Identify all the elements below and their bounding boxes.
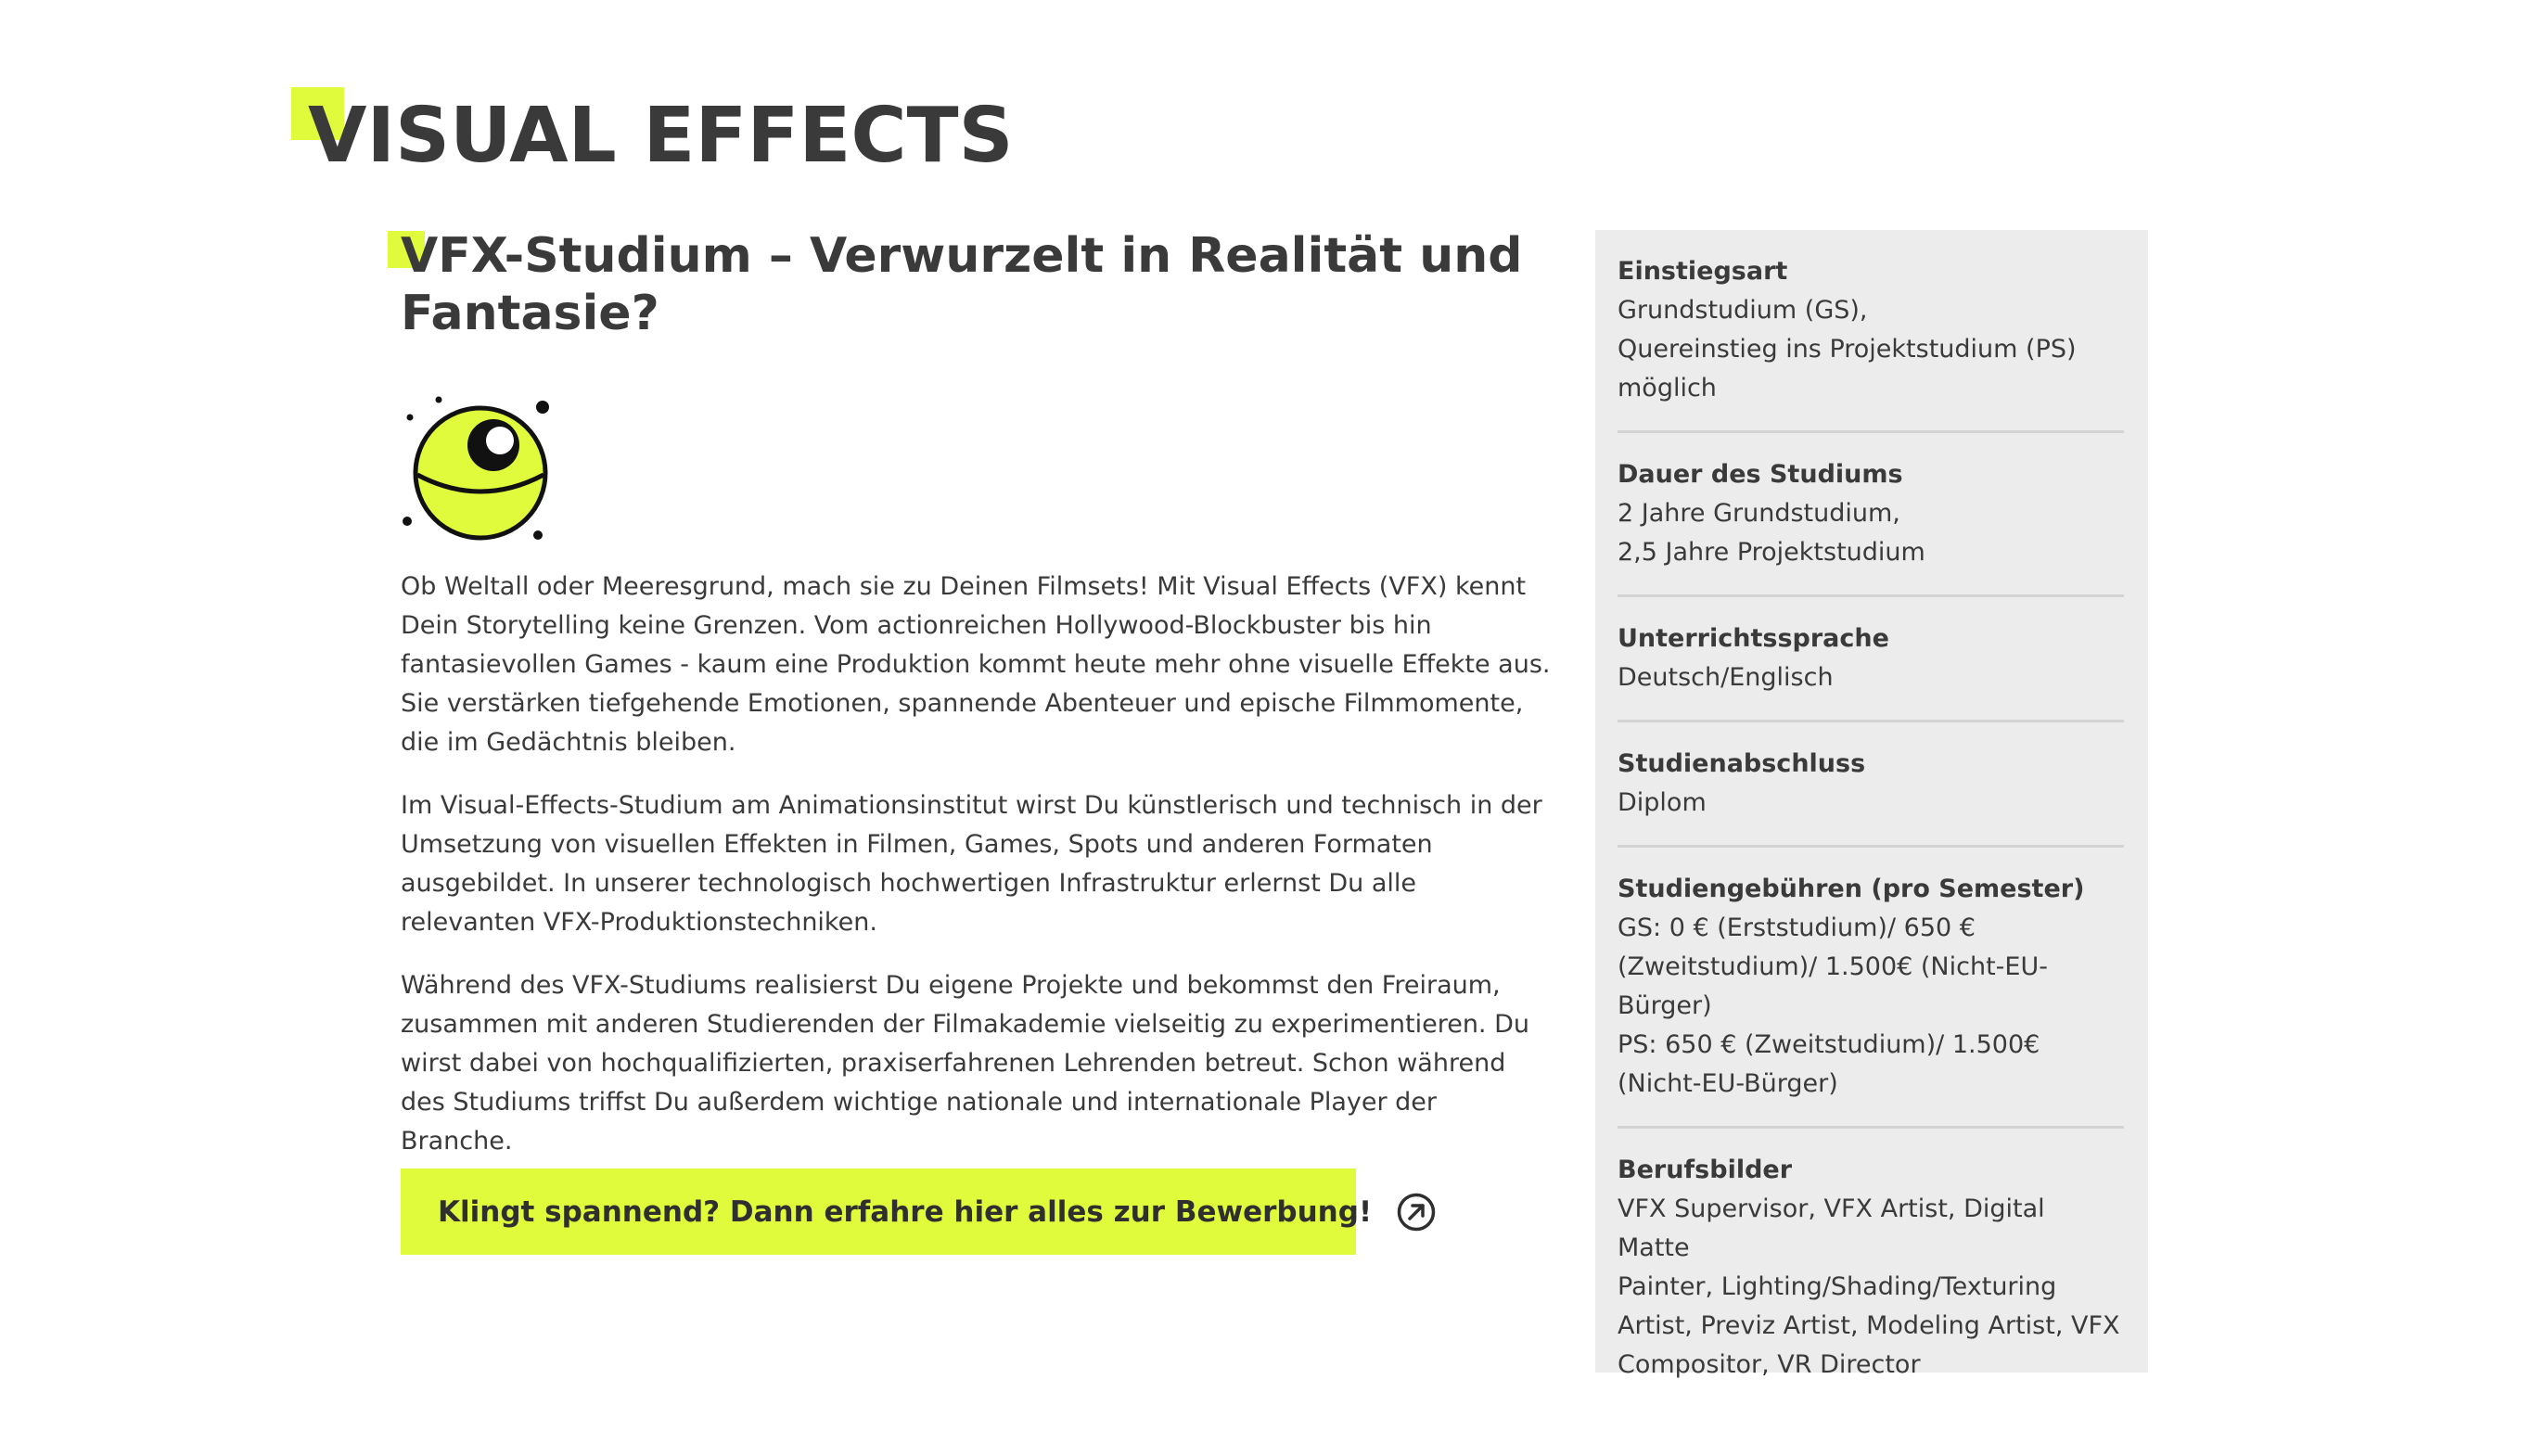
fact-value: VFX Supervisor, VFX Artist, Digital Matte Painter, Lighting/Shading/Texturing Artist, Previz Artist, Modeling Artist, VFX Compositor, VR Director [1618,1194,2120,1379]
fact-careers [1618,1151,2124,1407]
fact-label: Studienabschluss [1618,749,1866,778]
alien-eye-planet-icon [394,390,561,547]
application-cta-button[interactable] [401,1169,1373,1255]
intro-paragraph: Ob Weltall oder Meeresgrund, mach sie zu Deinen Filmsets! Mit Visual Effects (VFX) kennt Dein Storytelling keine Grenzen. Vom actionreichen Hollywood-Blockbuster bis hin fantasievollen Games - kaum eine Produktion kommt heute mehr ohne visuelle Effekte aus. Sie verstärken tiefgehende Emotionen, spannende Abenteuer und epische Filmmomente, die im Gedächtnis bleiben. [401,572,1551,757]
fact-value: Diplom [1618,788,1707,817]
fact-degree [1618,745,2124,848]
fact-value: 2 Jahre Grundstudium, 2,5 Jahre Projektstudium [1618,499,1925,567]
intro-paragraph: Im Visual-Effects-Studium am Animationsinstitut wirst Du künstlerisch und technisch in der Umsetzung von visuellen Effekten in Filmen, Games, Spots und anderen Formaten ausgebildet. In unserer technologisch hochwertigen Infrastruktur erlernst Du alle relevanten VFX-Produktionstechniken. [401,791,1542,937]
page-title: VISUAL EFFECTS [308,92,1014,180]
arrow-up-right-circle-icon [1396,1192,1437,1232]
fact-value: GS: 0 € (Erststudium)/ 650 € (Zweitstudium)/ 1.500€ (Nicht-EU- Bürger) PS: 650 € (Zweitstudium)/ 1.500€ (Nicht-EU-Bürger) [1618,913,2048,1098]
study-facts-panel [1595,230,2148,1379]
cta-label: Klingt spannend? Dann erfahre hier alles zur Bewerbung! [438,1194,1373,1229]
fact-value: Grundstudium (GS), Quereinstieg ins Projektstudium (PS) möglich [1618,296,2077,402]
intro-paragraph: Während des VFX-Studiums realisierst Du eigene Projekte und bekommst den Freiraum, zusammen mit anderen Studierenden der Filmakademie vielseitig zu experimentieren. Du wirst dabei von hochqualifizierten, praxiserfahrenen Lehrenden betreut. Schon während des Studiums triffst Du außerdem wichtige nationale und internationale Player der Branche. [401,971,1530,1156]
fact-label: Unterrichtssprache [1618,624,1889,653]
fact-value: Deutsch/Englisch [1618,663,1834,692]
fact-entry-type [1618,252,2124,433]
fact-label: Berufsbilder [1618,1156,1793,1184]
section-subtitle: VFX-Studium – Verwurzelt in Realität und Fantasie? [401,228,1523,341]
fact-label: Einstiegsart [1618,257,1788,286]
intro-text [401,568,1551,1185]
fact-label: Studiengebühren (pro Semester) [1618,875,2085,903]
fact-language [1618,619,2124,722]
fact-fees [1618,870,2124,1129]
fact-duration [1618,455,2124,597]
fact-label: Dauer des Studiums [1618,460,1903,489]
